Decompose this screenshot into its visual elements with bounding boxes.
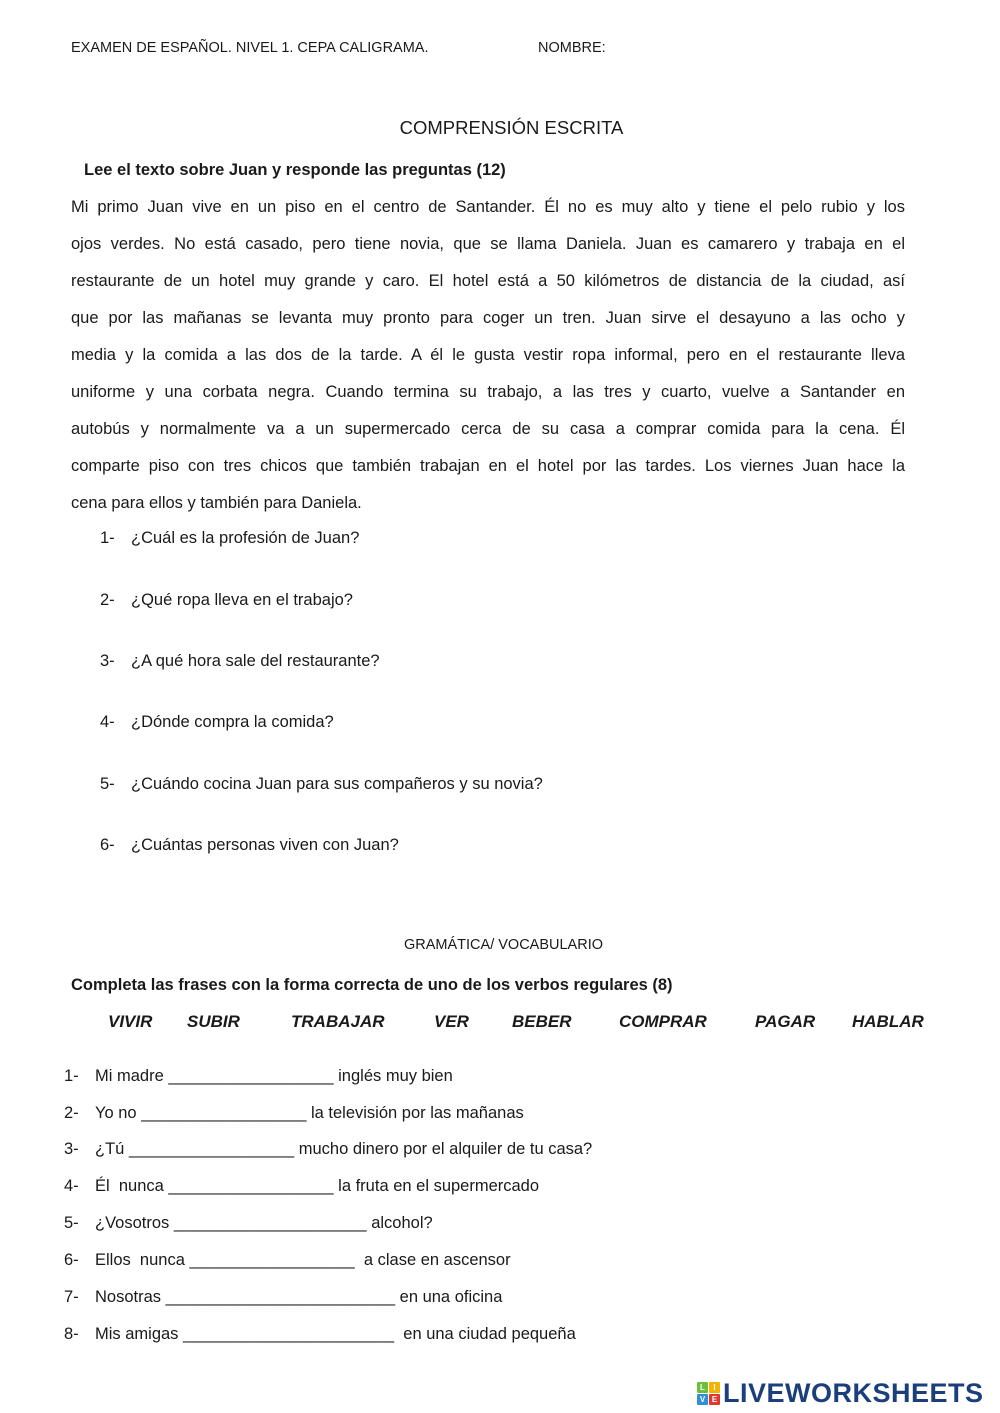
paragraph-line: autobús y normalmente va a un supermercado cerca de su casa a comprar comida para la cena. Él (71, 420, 905, 438)
question-text: ¿Cuándo cocina Juan para sus compañeros y su novia? (131, 775, 543, 793)
verb-beber: BEBER (512, 1012, 572, 1031)
paragraph-line: restaurante de un hotel muy grande y caro. El hotel está a 50 kilómetros de distancia de la ciudad, así (71, 272, 905, 290)
logo-icon (697, 1382, 720, 1405)
question-text: ¿Cuál es la profesión de Juan? (131, 529, 360, 547)
paragraph-line: ojos verdes. No está casado, pero tiene novia, que se llama Daniela. Juan es camarero y trabaja en el (71, 235, 905, 253)
sentence-before: Mi madre (95, 1067, 164, 1085)
verb-hablar: HABLAR (852, 1012, 924, 1031)
question-number: 5- (100, 775, 115, 793)
verb-trabajar: TRABAJAR (291, 1012, 385, 1031)
paragraph-line: media y la comida a las dos de la tarde. A él le gusta vestir ropa informal, pero en el restaurante lleva (71, 346, 905, 364)
question-4 (100, 713, 334, 732)
reading-instruction: Lee el texto sobre Juan y responde las preguntas (12) (84, 161, 506, 179)
sentence-after: mucho dinero por el alquiler de tu casa? (298, 1140, 593, 1158)
question-5 (100, 775, 543, 794)
question-number: 1- (100, 529, 115, 547)
sentence-number: 5- (64, 1214, 79, 1232)
sentence-before: ¿Vosotros (95, 1214, 170, 1232)
sentence-after: la televisión por las mañanas (310, 1104, 524, 1122)
sentence-number: 3- (64, 1140, 79, 1158)
sentence-before: Mis amigas (95, 1325, 179, 1343)
sentence-before: Ellos nunca (95, 1251, 185, 1269)
sentence-after: a clase en ascensor (359, 1251, 511, 1269)
question-3 (100, 652, 380, 671)
sentence-after: la fruta en el supermercado (338, 1177, 540, 1195)
verb-ver: VER (434, 1012, 469, 1031)
verb-subir: SUBIR (187, 1012, 240, 1031)
sentence-after: en una oficina (399, 1288, 503, 1306)
verb-comprar: COMPRAR (619, 1012, 707, 1031)
exam-header: EXAMEN DE ESPAÑOL. NIVEL 1. CEPA CALIGRAMA. (71, 40, 429, 56)
paragraph-line: comparte piso con tres chicos que también trabajan en el hotel por las tardes. Los viernes Juan hace la (71, 457, 905, 475)
sentence-number: 7- (64, 1288, 79, 1306)
answer-blank[interactable]: __________________ (128, 1140, 295, 1158)
paragraph-line: que por las mañanas se levanta muy pronto para coger un tren. Juan sirve el desayuno a las ocho y (71, 309, 905, 327)
sentence-3 (64, 1140, 592, 1159)
answer-blank[interactable]: _____________________ (173, 1214, 367, 1232)
sentence-before: Él nunca (95, 1177, 164, 1195)
logo-letter: L (697, 1382, 708, 1393)
sentence-number: 8- (64, 1325, 79, 1343)
section-title-grammar: GRAMÁTICA/ VOCABULARIO (404, 937, 604, 953)
question-number: 3- (100, 652, 115, 670)
sentence-7 (64, 1288, 502, 1307)
logo-text: LIVEWORKSHEETS (723, 1378, 984, 1408)
logo-letter: I (709, 1382, 720, 1393)
sentence-before: Nosotras (95, 1288, 162, 1306)
sentence-4 (64, 1177, 539, 1196)
question-number: 6- (100, 836, 115, 854)
sentence-1 (64, 1067, 453, 1086)
sentence-before: ¿Tú (95, 1140, 125, 1158)
logo-letter: V (697, 1394, 708, 1405)
paragraph-line: Mi primo Juan vive en un piso en el centro de Santander. Él no es muy alto y tiene el pelo rubio y los (71, 198, 905, 216)
sentence-after: inglés muy bien (338, 1067, 453, 1085)
answer-blank[interactable]: __________________ (141, 1104, 307, 1122)
answer-blank[interactable]: __________________ (168, 1177, 334, 1195)
question-text: ¿Dónde compra la comida? (131, 713, 334, 731)
section-title-reading: COMPRENSIÓN ESCRITA (399, 117, 624, 138)
question-number: 2- (100, 591, 115, 609)
paragraph-line: cena para ellos y también para Daniela. (71, 494, 362, 512)
reading-paragraph (71, 195, 905, 528)
sentence-number: 4- (64, 1177, 79, 1195)
sentence-2 (64, 1104, 524, 1123)
verb-pagar: PAGAR (755, 1012, 816, 1031)
sentence-5 (64, 1214, 433, 1233)
name-label: NOMBRE: (538, 40, 606, 56)
answer-blank[interactable]: _________________________ (165, 1288, 396, 1306)
answer-blank[interactable]: _______________________ (183, 1325, 395, 1343)
sentence-number: 6- (64, 1251, 79, 1269)
sentence-number: 2- (64, 1104, 79, 1122)
sentence-before: Yo no (95, 1104, 137, 1122)
sentence-after: alcohol? (371, 1214, 433, 1232)
liveworksheets-logo (697, 1378, 984, 1409)
sentence-6 (64, 1251, 511, 1270)
grammar-instruction: Completa las frases con la forma correcta de uno de los verbos regulares (8) (71, 976, 673, 994)
verb-vivir: VIVIR (108, 1012, 153, 1031)
sentence-after: en una ciudad pequeña (398, 1325, 576, 1343)
question-2 (100, 591, 353, 610)
sentence-number: 1- (64, 1067, 79, 1085)
question-1 (100, 529, 359, 548)
question-text: ¿Cuántas personas viven con Juan? (131, 836, 399, 854)
question-text: ¿Qué ropa lleva en el trabajo? (131, 591, 353, 609)
logo-letter: E (709, 1394, 720, 1405)
question-text: ¿A qué hora sale del restaurante? (131, 652, 380, 670)
paragraph-line: uniforme y una corbata negra. Cuando termina su trabajo, a las tres y cuarto, vuelve a Santander en (71, 383, 905, 401)
answer-blank[interactable]: __________________ (189, 1251, 355, 1269)
question-number: 4- (100, 713, 115, 731)
sentence-8 (64, 1325, 576, 1344)
answer-blank[interactable]: __________________ (168, 1067, 334, 1085)
question-6 (100, 836, 399, 855)
